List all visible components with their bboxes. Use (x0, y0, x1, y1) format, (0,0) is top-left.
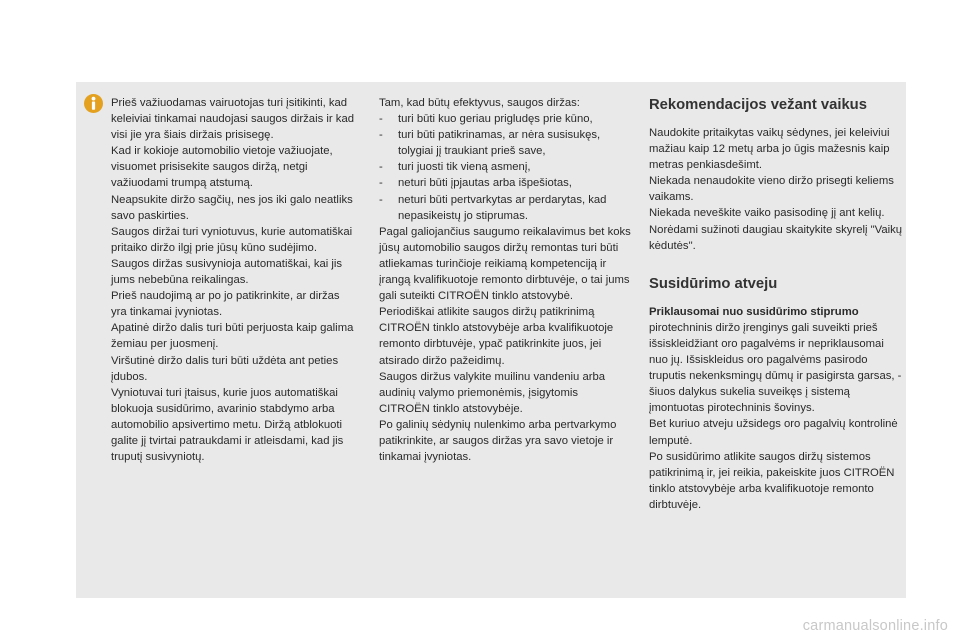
paragraph: Norėdami sužinoti daugiau skaitykite skyrelį "Vaikų kėdutės". (649, 223, 903, 252)
list-item (379, 127, 631, 159)
paragraph: Vyniotuvai turi įtaisus, kurie juos automatiškai blokuoja susidūrimo, avarinio stabdymo arba automobilio apsivertimo metu. Diržą atblokuoti galite jį tvirtai patraukdami ir atleisdami, kad jis truputį susivyniotų. (111, 386, 344, 464)
list-item-text: neturi būti pertvarkytas ar perdarytas, kad nepasikeistų jo stiprumas. (398, 193, 607, 222)
paragraph: Prieš naudojimą ar po jo patikrinkite, ar diržas yra tinkamai įvyniotas. (111, 290, 340, 319)
list-item-text: turi būti kuo geriau prigludęs prie kūno, (398, 113, 593, 126)
list-item (379, 175, 631, 191)
list-item (379, 159, 631, 175)
section-heading-collision: Susidūrimo atveju (649, 275, 778, 292)
paragraph: Neapsukite diržo sagčių, nes jos iki galo neatliks savo paskirties. (111, 193, 353, 222)
section-heading-children: Rekomendacijos vežant vaikus (649, 97, 867, 113)
list-item (379, 192, 631, 224)
column-belt-effectiveness (379, 95, 631, 465)
paragraph: Pagal galiojančius saugumo reikalavimus bet koks jūsų automobilio saugos diržų remontas turi būti atliekamas turinčioje reikiamą kompetenciją ir įrangą kvalifikuotoje remonto dirbtuvėje, o tai jums gali suteikti CITROËN tinklo atstovybė. (379, 225, 631, 303)
paragraph: Periodiškai atlikite saugos diržų patikrinimą CITROËN tinklo atstovybėje arba kvalifikuotoje remonto dirbtuvėje, ypač patikrinkite juos, jei atsirado diržo pažeidimų. (379, 306, 614, 367)
paragraph: Kad ir kokioje automobilio vietoje važiuojate, visuomet prisisekite saugos diržą, netgi važiuodami trumpą atstumą. (111, 145, 333, 190)
paragraph: Niekada nenaudokite vieno diržo prisegti keliems vaikams. (649, 175, 894, 204)
paragraph: Naudokite pritaikytas vaikų sėdynes, jei keleiviui mažiau kaip 12 metų arba jo ūgis mažesnis kaip metras penkiasdešimt. (649, 127, 890, 172)
list-dash: - (379, 177, 383, 190)
list-item-text: neturi būti įpjautas arba išpešiotas, (398, 177, 572, 190)
paragraph: Apatinė diržo dalis turi būti perjuosta kaip galima žemiau per juosmenį. (111, 322, 354, 351)
content-panel (76, 82, 906, 598)
paragraph: Po susidūrimo atlikite saugos diržų sistemos patikrinimą ir, jei reikia, pakeiskite juos CITROËN tinklo atstovybėje arba kvalifikuotoje remonto dirbtuvėje. (649, 450, 895, 511)
list-item (379, 111, 631, 127)
list-dash: - (379, 193, 383, 206)
paragraph: Saugos diržai turi vyniotuvus, kurie automatiškai pritaiko diržo ilgį prie jūsų kūno sudėjimo. Saugos diržas susivynioja automatiškai, kai jis jums nebebūna reikalingas. (111, 225, 353, 287)
paragraph: Bet kuriuo atveju užsidegs oro pagalvių kontrolinė lemputė. (649, 418, 898, 447)
watermark: carmanualsonline.info (802, 618, 948, 634)
list-dash: - (379, 129, 383, 142)
list-item-text: turi būti patikrinamas, ar nėra susisukęs, tolygiai jį traukiant prieš save, (398, 129, 601, 158)
paragraph: Niekada neveškite vaiko pasisodinę jį ant kelių. (649, 207, 885, 220)
paragraph: Prieš važiuodamas vairuotojas turi įsitikinti, kad keleiviai tinkamai naudojasi saugos diržais ir kad visi jie yra šiais diržais prisisegę. (111, 97, 355, 142)
info-icon (84, 94, 103, 113)
paragraph: Saugos diržus valykite muilinu vandeniu arba audinių valymo priemonėmis, įsigytomis CITROËN tinklo atstovybėje. (379, 370, 606, 415)
list-dash: - (379, 161, 383, 174)
column-safety-warnings (111, 95, 356, 465)
paragraph: Viršutinė diržo dalis turi būti uždėta ant peties įdubos. (111, 354, 339, 383)
paragraph: Po galinių sėdynių nulenkimo arba pertvarkymo patikrinkite, ar saugos diržas yra savo vietoje ir tinkamai įvyniotas. (379, 418, 617, 464)
column-children-and-collision (649, 95, 904, 513)
bold-lead: Priklausomai nuo susidūrimo stiprumo (649, 305, 859, 318)
paragraph-text: pirotechninis diržo įrenginys gali suveikti prieš išsiskleidžiant oro pagalvėms ir nepriklausomai nuo jų. Išsiskleidus oro pagalvėms pasirodo truputis nekenksmingų dūmų ir pasigirsta garsas, - šiuos dalykus sukelia suveikęs į sistemą įmontuotas pirotechninis šovinys. (649, 321, 902, 415)
list-item-text: turi juosti tik vieną asmenį, (398, 161, 531, 174)
list-dash: - (379, 113, 383, 126)
paragraph (649, 304, 904, 417)
list-intro: Tam, kad būtų efektyvus, saugos diržas: (379, 97, 580, 109)
